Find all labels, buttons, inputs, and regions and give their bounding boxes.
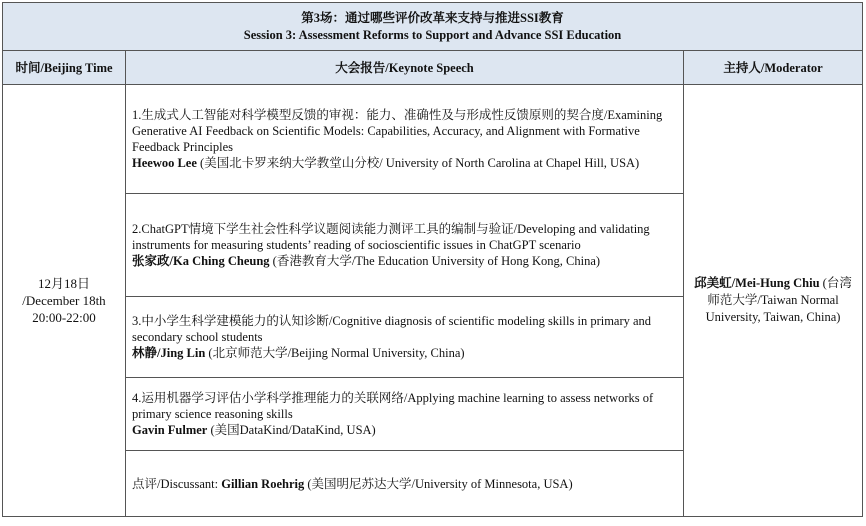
talk-item <box>126 194 684 297</box>
talk-title: 3.中小学生科学建模能力的认知诊断/Cognitive diagnosis of scientific modeling skills in primary and secondary school students <box>132 314 652 344</box>
moderator-affiliation: (台湾师范大学/Taiwan Normal University, Taiwan, China) <box>705 276 852 324</box>
time-range: 20:00-22:00 <box>32 310 96 325</box>
talk-affiliation: (香港教育大学/The Education University of Hong Kong, China) <box>269 254 601 268</box>
talk-item <box>126 378 684 451</box>
talk-speaker: Heewoo Lee <box>132 156 197 170</box>
talk-speaker-line <box>132 345 677 361</box>
date-cn: 12月18日 <box>37 276 90 291</box>
talk-speaker: Gavin Fulmer <box>132 423 208 437</box>
header-moderator: 主持人/Moderator <box>684 51 863 85</box>
header-time: 时间/Beijing Time <box>3 51 126 85</box>
time-cell <box>3 85 126 517</box>
moderator-name: 邱美虹/Mei-Hung Chiu <box>694 276 820 290</box>
date-en: /December 18th <box>22 293 106 308</box>
discussant-affiliation: (美国明尼苏达大学/University of Minnesota, USA) <box>304 476 573 491</box>
talk-speaker-line <box>132 422 677 438</box>
talk-speaker-line <box>132 155 677 171</box>
talk-title: 1.生成式人工智能对科学模型反馈的审视：能力、准确性及与形成性反馈原则的契合度/Examining Generative AI Feedback on Scientific Models: Capabilities, Accuracy, and Alignment with Formative Feedback Principles <box>132 108 663 154</box>
discussant-name: Gillian Roehrig <box>221 476 305 491</box>
session-title-en: Session 3: Assessment Reforms to Support and Advance SSI Education <box>243 27 622 42</box>
talk-affiliation: (北京师范大学/Beijing Normal University, China) <box>205 346 465 360</box>
schedule-table <box>2 2 863 517</box>
talk-speaker: 林静/Jing Lin <box>132 346 206 360</box>
talk-title: 4.运用机器学习评估小学科学推理能力的关联网络/Applying machine learning to assess networks of primary science reasoning skills <box>132 391 654 421</box>
talk-speaker-line <box>132 253 677 269</box>
talk-affiliation: (美国北卡罗来纳大学教堂山分校/ University of North Carolina at Chapel Hill, USA) <box>196 156 640 170</box>
discussant-label: 点评/Discussant: <box>132 476 222 491</box>
header-keynote: 大会报告/Keynote Speech <box>126 51 684 85</box>
talk-item <box>126 297 684 378</box>
talk-affiliation: (美国DataKind/DataKind, USA) <box>207 423 376 437</box>
moderator-cell <box>684 85 863 517</box>
talk-title: 2.ChatGPT情境下学生社会性科学议题阅读能力测评工具的编制与验证/Developing and validating instruments for measuring students’ reading of socioscientific issues in ChatGPT scenario <box>132 222 650 252</box>
session-title <box>3 3 863 51</box>
session-title-cn: 第3场：通过哪些评价改革来支持与推进SSI教育 <box>301 10 564 25</box>
header-row <box>3 51 863 85</box>
talk-speaker: 张家政/Ka Ching Cheung <box>132 254 270 268</box>
discussant-item <box>126 451 684 517</box>
talk-item <box>126 85 684 194</box>
